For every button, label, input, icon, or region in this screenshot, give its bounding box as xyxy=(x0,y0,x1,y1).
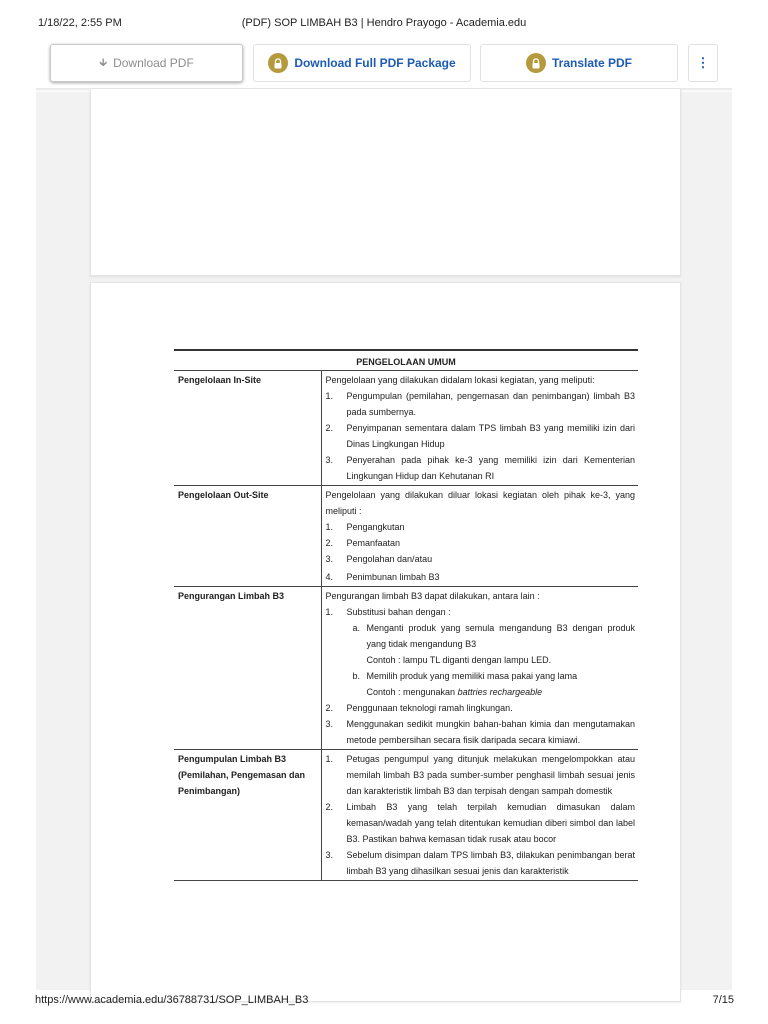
list-item: 3. Sebelum disimpan dalam TPS limbah B3, dilakukan penimbangan berat limbah B3 yang dihasilkan sesuai jenis dan karakteristik xyxy=(325,850,635,876)
lettered-list xyxy=(353,620,636,700)
list-item: 2. Penggunaan teknologi ramah lingkungan. xyxy=(325,703,513,713)
table-row xyxy=(174,486,638,587)
row-body xyxy=(321,486,638,587)
pdf-page-current xyxy=(90,282,681,1002)
more-vertical-icon: ⋮ xyxy=(696,55,710,70)
print-page-title: (PDF) SOP LIMBAH B3 | Hendro Prayogo - Academia.edu xyxy=(241,17,527,29)
example-text: Contoh : lampu TL diganti dengan lampu LED. xyxy=(366,655,552,665)
print-page-number: 7/15 xyxy=(712,994,734,1006)
list-item: 1. Pengumpulan (pemilahan, pengemasan dan penimbangan) limbah B3 pada sumbernya. xyxy=(325,391,635,417)
list-item: 2. Pemanfaatan xyxy=(325,538,401,548)
list-item: 2. Limbah B3 yang telah terpilah kemudian dimasukan dalam kemasan/wadah yang telah ditentukan kemudian diberi simbol dan label B3. Pastikan bahwa kemasan tidak rusak atau bocor xyxy=(325,802,635,844)
download-full-package-label: Download Full PDF Package xyxy=(294,56,456,70)
list-item: 4. Penimbunan limbah B3 xyxy=(325,572,440,582)
translate-pdf-button[interactable] xyxy=(480,44,678,82)
table-row xyxy=(174,587,638,750)
table-header-row xyxy=(174,350,638,371)
row-intro: Pengelolaan yang dilakukan diluar lokasi kegiatan oleh pihak ke-3, yang meliputi : xyxy=(325,490,635,516)
table-row xyxy=(174,750,638,881)
row-body xyxy=(321,587,638,750)
numbered-list xyxy=(326,751,636,879)
download-full-package-button[interactable] xyxy=(253,44,471,82)
list-item: 1. Substitusi bahan dengan : a. Menganti produk yang semula mengandung B3 dengan produk yang tidak mengandung B3 Contoh : lampu TL diganti dengan lampu LED. b. Memilih produk yang memiliki masa pakai yang lama Contoh : mengunakan battries rechargeable xyxy=(326,604,636,700)
list-item: 1. Pengangkutan xyxy=(325,522,405,532)
numbered-list xyxy=(326,388,636,484)
example-text: Contoh : mengunakan battries rechargeable xyxy=(366,687,543,697)
row-intro: Pengurangan limbah B3 dapat dilakukan, antara lain : xyxy=(325,591,540,601)
row-body xyxy=(321,371,638,486)
lock-icon xyxy=(526,53,546,73)
download-pdf-button[interactable] xyxy=(50,44,243,82)
lock-icon xyxy=(268,53,288,73)
print-datetime: 1/18/22, 2:55 PM xyxy=(38,17,122,29)
download-pdf-label: Download PDF xyxy=(113,56,194,70)
row-intro: Pengelolaan yang dilakukan didalam lokasi kegiatan, yang meliputi: xyxy=(325,375,595,385)
arrow-down-icon: 🡳 xyxy=(99,56,108,69)
numbered-list xyxy=(326,604,636,748)
translate-pdf-label: Translate PDF xyxy=(551,56,633,70)
list-item: a. Menganti produk yang semula mengandung B3 dengan produk yang tidak mengandung B3 Contoh : lampu TL diganti dengan lampu LED. xyxy=(353,620,636,668)
pdf-toolbar xyxy=(36,40,732,90)
list-item: 3. Menggunakan sedikit mungkin bahan-bahan kimia dan mengutamakan metode pembersihan secara fisik daripada secara kimiawi. xyxy=(325,719,635,745)
list-item: 3. Penyerahan pada pihak ke-3 yang memiliki izin dari Kementerian Lingkungan Hidup dan Kehutanan RI xyxy=(325,455,635,481)
row-label: Pengurangan Limbah B3 xyxy=(174,587,321,750)
row-body xyxy=(321,750,638,881)
print-url: https://www.academia.edu/36788731/SOP_LIMBAH_B3 xyxy=(35,994,309,1006)
pdf-viewer[interactable] xyxy=(36,92,732,990)
more-options-button[interactable] xyxy=(688,44,718,82)
row-label: Pengumpulan Limbah B3 (Pemilahan, Pengemasan dan Penimbangan) xyxy=(174,750,321,881)
table-title: PENGELOLAAN UMUM xyxy=(174,350,638,371)
row-label: Pengelolaan Out-Site xyxy=(174,486,321,587)
list-item: 2. Penyimpanan sementara dalam TPS limbah B3 yang memiliki izin dari Dinas Lingkungan Hidup xyxy=(325,423,635,449)
row-label: Pengelolaan In-Site xyxy=(174,371,321,486)
numbered-list xyxy=(326,519,636,585)
procedure-table xyxy=(174,349,638,881)
list-item: b. Memilih produk yang memiliki masa pakai yang lama Contoh : mengunakan battries rechargeable xyxy=(353,668,636,700)
print-header xyxy=(0,0,768,40)
list-item: 3. Pengolahan dan/atau xyxy=(325,554,433,564)
list-item: 1. Petugas pengumpul yang ditunjuk melakukan mengelompokkan atau memilah limbah B3 pada sumber-sumber penghasil limbah sesuai jenis dan karakteristik limbah B3 dan terpisah dengan sampah domestik xyxy=(325,754,635,796)
pdf-page-previous xyxy=(90,88,681,276)
table-row xyxy=(174,371,638,486)
